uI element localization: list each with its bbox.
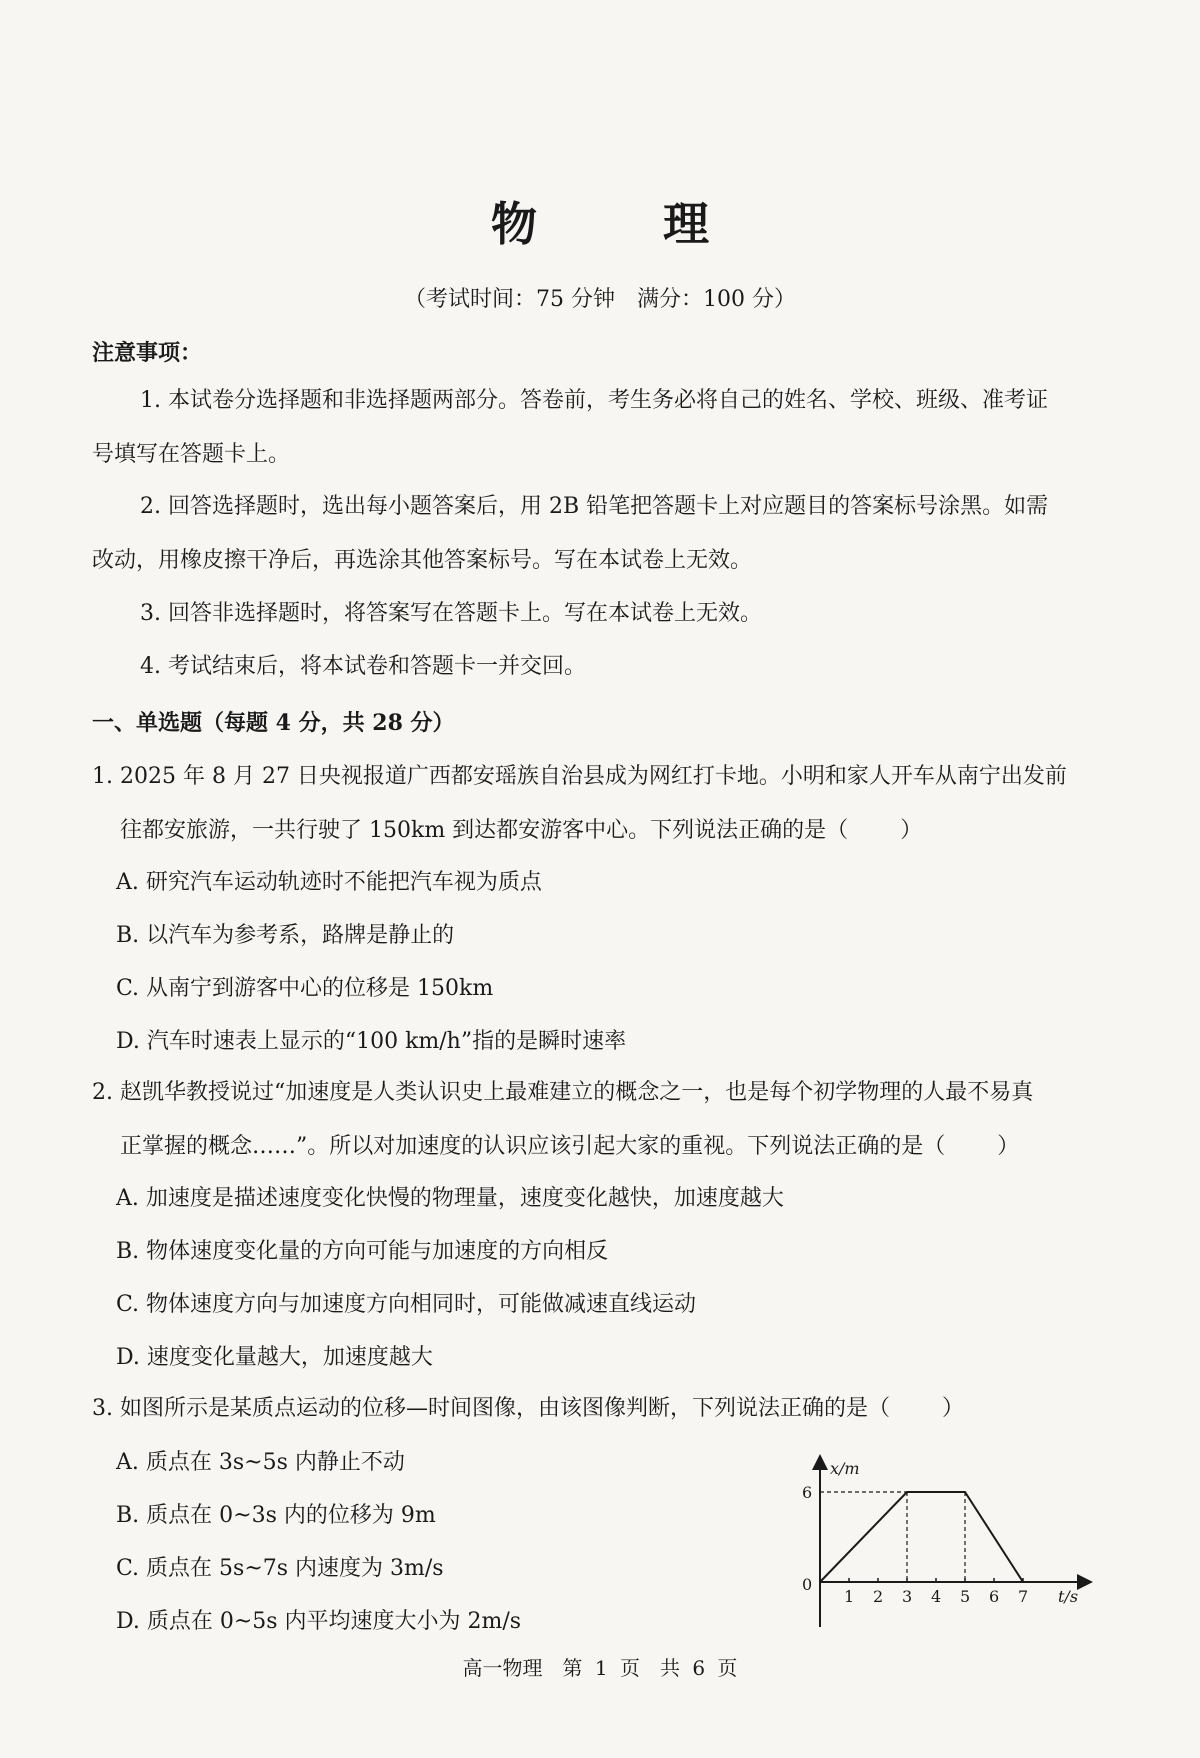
notice-item-2-line-2: 改动，用橡皮擦干净后，再选涂其他答案标号。写在本试卷上无效。 [92,548,753,573]
question-3-option-d: D. 质点在 0~5s 内平均速度大小为 2m/s [116,1609,522,1634]
question-2-option-b: B. 物体速度变化量的方向可能与加速度的方向相反 [116,1239,609,1264]
question-2-line-2 [120,1132,1019,1162]
question-1-line-1: 1. 2025 年 8 月 27 日央视报道广西都安瑶族自治县成为网红打卡地。小明和家人开车从南宁出发前 [92,764,1067,789]
page-footer: 高一物理 第 1 页 共 6 页 [462,1656,738,1680]
question-3-option-b: B. 质点在 0~3s 内的位移为 9m [116,1503,436,1528]
origin-label: 0 [802,1575,813,1594]
section-heading: 一、单选题（每题 4 分，共 28 分） [92,710,455,736]
question-2-option-d: D. 速度变化量越大，加速度越大 [116,1345,433,1370]
exam-info: （考试时间：75 分钟 满分：100 分） [404,287,796,312]
question-2-option-a: A. 加速度是描述速度变化快慢的物理量，速度变化越快，加速度越大 [116,1186,784,1211]
displacement-time-graph [780,1452,1100,1632]
question-1-option-c: C. 从南宁到游客中心的位移是 150km [116,976,494,1001]
page-title: 物 理 [491,197,749,251]
notice-item-4: 4. 考试结束后，将本试卷和答题卡一并交回。 [140,654,586,679]
y-axis-label: x/m [830,1459,860,1478]
answer-paren-close: ） [900,818,923,843]
x-tick-label: 2 [873,1587,884,1606]
y-tick-label: 6 [802,1483,813,1502]
question-1-line-2 [120,816,922,846]
x-tick-label: 1 [844,1587,855,1606]
series-line [820,1492,1023,1582]
notice-item-1-line-2: 号填写在答题卡上。 [92,442,291,467]
question-2-line-1: 2. 赵凯华教授说过“加速度是人类认识史上最难建立的概念之一，也是每个初学物理的人最不易真 [92,1080,1034,1105]
question-1-option-b: B. 以汽车为参考系，路牌是静止的 [116,923,455,948]
x-tick-label: 3 [902,1587,913,1606]
answer-paren-close: ） [997,1134,1020,1159]
question-1-option-a: A. 研究汽车运动轨迹时不能把汽车视为质点 [116,870,542,895]
notice-item-2-line-1: 2. 回答选择题时，选出每小题答案后，用 2B 铅笔把答题卡上对应题目的答案标号涂黑。如需 [140,494,1049,519]
x-axis-label: t/s [1058,1587,1079,1606]
x-tick-label: 6 [989,1587,1000,1606]
notice-heading: 注意事项： [92,340,203,366]
question-1-option-d: D. 汽车时速表上显示的“100 km/h”指的是瞬时速率 [116,1029,627,1054]
question-2-stem: 正掌握的概念……”。所以对加速度的认识应该引起大家的重视。下列说法正确的是（ [120,1134,946,1159]
answer-paren-close: ） [942,1396,965,1421]
x-tick-label: 5 [960,1587,971,1606]
question-3-option-a: A. 质点在 3s~5s 内静止不动 [116,1450,405,1475]
notice-item-3: 3. 回答非选择题时，将答案写在答题卡上。写在本试卷上无效。 [140,601,762,626]
notice-item-1-line-1: 1. 本试卷分选择题和非选择题两部分。答卷前，考生务必将自己的姓名、学校、班级、准考证 [140,388,1048,413]
question-1-stem: 往都安旅游，一共行驶了 150km 到达都安游客中心。下列说法正确的是（ [120,818,849,843]
x-tick-label: 4 [931,1587,942,1606]
question-2-option-c: C. 物体速度方向与加速度方向相同时，可能做减速直线运动 [116,1292,697,1317]
x-tick-label: 7 [1018,1587,1029,1606]
question-3-option-c: C. 质点在 5s~7s 内速度为 3m/s [116,1556,444,1581]
question-3-line-1 [92,1394,964,1424]
question-3-stem: 3. 如图所示是某质点运动的位移—时间图像，由该图像判断，下列说法正确的是（ [92,1396,890,1421]
